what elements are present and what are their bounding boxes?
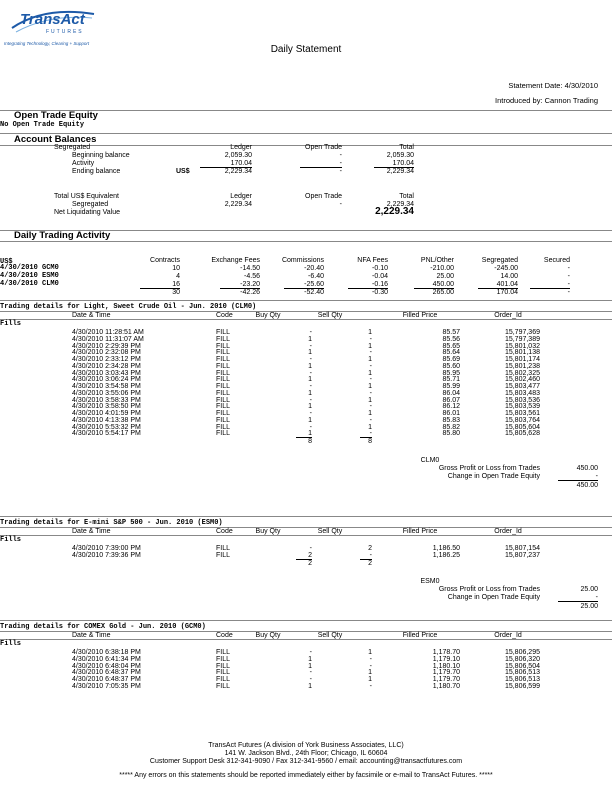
footer-line-4: ***** Any errors on this statements should be reported immediately either by facsimile or e-mail to TransAct Futures. ***** (119, 772, 493, 779)
detail-datetime: 4/30/2010 6:38:18 PM (72, 649, 141, 656)
detail-sell: 2 (368, 545, 372, 552)
detail-code: FILL (216, 396, 231, 404)
detail-buy: - (309, 383, 312, 390)
acct-row-label: Ending balance (72, 168, 121, 175)
detail-code: FILL (216, 342, 231, 350)
detail-datetime: 4/30/2010 2:33:12 PM (72, 356, 141, 363)
detail-datetime: 4/30/2010 4:13:38 PM (72, 416, 141, 424)
detail-order-id: 15,807,154 (504, 545, 540, 552)
acct-row-total: 170.04 (374, 160, 414, 168)
detail-sell: - (369, 362, 372, 370)
detail-datetime: 4/30/2010 2:34:28 PM (72, 362, 141, 370)
nlv-value: 2,229.34 (375, 206, 414, 217)
detail-sell: - (360, 430, 372, 438)
activity-cell: -6.40 (308, 273, 324, 280)
detail-datetime: 4/30/2010 11:28:51 AM (72, 329, 144, 336)
detail-sell: 1 (368, 649, 372, 656)
nlv-label: Net Liquidating Value (54, 209, 121, 216)
activity-col-header: Secured (543, 257, 570, 264)
detail-buy: 1 (308, 416, 312, 424)
divider (0, 620, 612, 621)
summary-change: - (558, 594, 598, 602)
activity-col-header: Commissions (281, 257, 324, 264)
summary-gross-label: Gross Profit or Loss from Trades (438, 465, 540, 472)
detail-code: FILL (216, 376, 231, 384)
detail-datetime: 4/30/2010 2:32:08 PM (72, 349, 141, 357)
detail-col-header: Date & Time (72, 312, 111, 319)
activity-cell: -210.00 (430, 265, 454, 272)
detail-price: 1,186.50 (432, 545, 460, 552)
acct-h-total: Total (399, 144, 414, 151)
detail-price: 85.69 (442, 356, 460, 363)
detail-sell: 1 (368, 423, 372, 431)
detail-buy: 1 (296, 430, 312, 438)
detail-sell: - (369, 416, 372, 424)
detail-datetime: 4/30/2010 3:58:33 PM (72, 396, 141, 404)
activity-cell: - (567, 265, 570, 272)
activity-row-name: 4/30/2010 ESM0 (0, 272, 59, 280)
detail-datetime: 4/30/2010 11:31:07 AM (72, 335, 144, 343)
detail-datetime: 4/30/2010 7:05:35 PM (72, 682, 141, 690)
detail-code: FILL (216, 369, 231, 377)
acct-row-open: - (339, 168, 342, 175)
detail-title: Trading details for Light, Sweet Crude Oil - Jun. 2010 (CLM0) (0, 303, 257, 311)
detail-col-header: Filled Price (402, 528, 438, 535)
open-trade-note: No Open Trade Equity (0, 121, 85, 129)
detail-sell: - (369, 662, 372, 670)
detail-order-id: 15,806,320 (504, 655, 540, 663)
detail-buy: 1 (308, 389, 312, 397)
detail-sell: 1 (368, 369, 372, 377)
detail-price: 1,179.70 (432, 669, 460, 677)
detail-datetime: 4/30/2010 6:48:37 PM (72, 669, 141, 677)
detail-price: 1,180.10 (432, 662, 460, 670)
detail-code: FILL (216, 416, 231, 424)
detail-price: 85.71 (442, 376, 460, 384)
activity-total-cell: 170.04 (496, 289, 518, 296)
detail-buy: 1 (308, 335, 312, 343)
activity-cell: -0.10 (372, 265, 388, 272)
acct-row-ledger: 2,059.30 (224, 152, 252, 159)
detail-buy-total: 2 (308, 559, 312, 567)
summary-change-label: Change in Open Trade Equity (447, 593, 540, 601)
divider (0, 516, 612, 517)
summary-change: - (558, 473, 598, 481)
activity-cell: 25.00 (436, 273, 454, 280)
detail-datetime: 4/30/2010 3:54:58 PM (72, 383, 141, 390)
footer-line-1: TransAct Futures (A division of York Business Associates, LLC) (208, 742, 404, 749)
detail-sell-total: 2 (368, 559, 372, 567)
summary-code: ESM0 (420, 577, 440, 585)
detail-buy: 1 (308, 403, 312, 411)
detail-buy: 1 (308, 662, 312, 670)
detail-buy: - (309, 342, 312, 350)
detail-buy: 1 (308, 376, 312, 384)
activity-total-cell: - (567, 289, 570, 296)
detail-price: 85.60 (442, 362, 460, 370)
equiv-open: - (339, 201, 342, 208)
detail-col-header: Date & Time (72, 632, 111, 639)
activity-cell: -25.60 (284, 281, 324, 289)
activity-cell: -23.20 (220, 281, 260, 289)
detail-code: FILL (216, 349, 231, 357)
divider (0, 300, 612, 301)
detail-price: 85.82 (442, 423, 460, 431)
activity-cell: 10 (172, 265, 180, 272)
detail-col-header: Sell Qty (317, 632, 343, 639)
detail-sell: 1 (368, 676, 372, 683)
activity-row-name: 4/30/2010 GCM0 (0, 264, 59, 272)
detail-buy: 1 (308, 349, 312, 357)
detail-price: 1,179.70 (432, 676, 460, 683)
detail-buy: - (309, 410, 312, 417)
activity-col-header: Segregated (481, 257, 518, 264)
detail-col-header: Date & Time (72, 528, 111, 535)
equiv-label: Total US$ Equivalent (54, 193, 119, 200)
detail-sell: - (369, 682, 372, 690)
detail-buy: 1 (308, 362, 312, 370)
acct-h-open-2: Open Trade (305, 193, 342, 200)
detail-sell-total: 8 (368, 438, 372, 445)
activity-cell: 4 (176, 273, 180, 280)
detail-price: 86.01 (442, 410, 460, 417)
detail-sell: - (360, 552, 372, 560)
activity-total-cell: -42.26 (240, 289, 260, 296)
detail-order-id: 15,806,504 (504, 662, 540, 670)
detail-sell: - (369, 376, 372, 384)
detail-price: 86.12 (442, 403, 460, 411)
divider (0, 535, 612, 536)
detail-sell: - (369, 403, 372, 411)
logo-tagline: Integrating Technology, Clearing + Support (4, 41, 90, 46)
detail-code: FILL (216, 649, 231, 656)
detail-col-header: Order_Id (494, 632, 522, 639)
summary-gross: 25.00 (580, 585, 598, 593)
detail-datetime: 4/30/2010 3:55:06 PM (72, 389, 141, 397)
detail-code: FILL (216, 430, 231, 438)
detail-order-id: 15,805,628 (504, 430, 540, 438)
detail-order-id: 15,803,539 (504, 403, 540, 411)
detail-code: FILL (216, 362, 231, 370)
detail-sell: - (369, 335, 372, 343)
detail-buy: - (309, 329, 312, 336)
activity-cell: -0.16 (348, 281, 388, 289)
detail-sell: 1 (368, 396, 372, 404)
activity-cell: 14.00 (500, 273, 518, 280)
acct-row-ledger: 170.04 (200, 160, 252, 168)
detail-order-id: 15,806,599 (504, 682, 540, 690)
detail-col-header: Buy Qty (255, 632, 281, 639)
activity-col-header: Exchange Fees (211, 257, 260, 264)
detail-order-id: 15,805,604 (504, 423, 540, 431)
detail-code: FILL (216, 655, 231, 663)
detail-code: FILL (216, 669, 231, 677)
detail-order-id: 15,803,477 (504, 383, 540, 390)
detail-order-id: 15,806,513 (504, 669, 540, 677)
detail-order-id: 15,801,032 (504, 342, 540, 350)
detail-price: 1,180.70 (432, 682, 460, 690)
detail-sell: 1 (368, 342, 372, 350)
activity-row-name: 4/30/2010 CLM0 (0, 280, 59, 288)
detail-price: 85.65 (442, 342, 460, 350)
detail-col-header: Code (216, 632, 233, 639)
detail-sell: 1 (368, 329, 372, 336)
detail-datetime: 4/30/2010 6:48:04 PM (72, 662, 141, 670)
detail-code: FILL (216, 662, 231, 670)
fills-label: Fills (0, 536, 22, 544)
detail-sell: 1 (368, 356, 372, 363)
detail-price: 86.04 (442, 389, 460, 397)
acct-row-label: Beginning balance (72, 152, 130, 159)
detail-price: 1,179.10 (432, 655, 460, 663)
detail-sell: 1 (368, 383, 372, 390)
detail-datetime: 4/30/2010 7:39:00 PM (72, 545, 141, 552)
activity-heading: Daily Trading Activity (14, 230, 111, 241)
detail-code: FILL (216, 383, 231, 390)
detail-order-id: 15,801,174 (504, 356, 540, 363)
activity-total-cell: 265.00 (432, 289, 454, 296)
footer-line-2: 141 W. Jackson Blvd., 24th Floor; Chicago, IL 60604 (224, 750, 388, 757)
acct-row-total: 2,229.34 (386, 168, 414, 175)
detail-datetime: 4/30/2010 7:39:36 PM (72, 551, 141, 559)
activity-cell: - (530, 281, 570, 289)
equiv-total: 2,229.34 (386, 201, 414, 208)
activity-cell: -245.00 (494, 265, 518, 272)
acct-row-currency: US$ (176, 168, 190, 175)
activity-total-cell: 30 (172, 289, 180, 296)
acct-row-ledger: 2,229.34 (224, 168, 252, 175)
detail-buy: - (309, 356, 312, 363)
detail-datetime: 4/30/2010 5:54:17 PM (72, 430, 141, 438)
detail-buy: - (309, 669, 312, 677)
detail-col-header: Sell Qty (317, 312, 343, 319)
acct-h-ledger: Ledger (230, 144, 252, 151)
detail-code: FILL (216, 403, 231, 411)
divider (0, 319, 612, 320)
detail-datetime: 4/30/2010 3:58:50 PM (72, 403, 141, 411)
detail-sell: - (369, 655, 372, 663)
detail-buy: - (309, 545, 312, 552)
activity-cell: 401.04 (478, 281, 518, 289)
detail-order-id: 15,797,389 (504, 335, 540, 343)
detail-datetime: 4/30/2010 6:41:34 PM (72, 655, 141, 663)
detail-buy: 1 (308, 682, 312, 690)
detail-sell: 1 (368, 410, 372, 417)
detail-col-header: Order_Id (494, 312, 522, 319)
detail-datetime: 4/30/2010 6:48:37 PM (72, 676, 141, 683)
detail-col-header: Buy Qty (255, 528, 281, 535)
detail-sell: 1 (368, 669, 372, 677)
detail-col-header: Filled Price (402, 312, 438, 319)
account-heading: Account Balances (14, 134, 97, 145)
detail-price: 86.07 (442, 396, 460, 404)
activity-total-cell: -0.30 (372, 289, 388, 296)
activity-cell: -0.04 (372, 273, 388, 280)
detail-buy: - (309, 649, 312, 656)
acct-row-total: 2,059.30 (386, 152, 414, 159)
equiv-ledger: 2,229.34 (224, 201, 252, 208)
activity-cell: -14.50 (240, 265, 260, 272)
detail-order-id: 15,802,325 (504, 369, 540, 377)
detail-code: FILL (216, 410, 231, 417)
activity-cell: 16 (140, 281, 180, 289)
detail-buy: 2 (296, 552, 312, 560)
detail-order-id: 15,803,764 (504, 416, 540, 424)
detail-price: 85.95 (442, 369, 460, 377)
activity-total-cell: -52.40 (304, 289, 324, 296)
logo-sub: FUTURES (46, 29, 84, 35)
detail-order-id: 15,807,237 (504, 551, 540, 559)
acct-row-open: - (339, 152, 342, 159)
detail-code: FILL (216, 551, 231, 559)
detail-col-header: Code (216, 312, 233, 319)
fills-label: Fills (0, 320, 22, 328)
detail-datetime: 4/30/2010 5:53:32 PM (72, 423, 141, 431)
acct-h-ledger-2: Ledger (230, 193, 252, 200)
detail-order-id: 15,803,483 (504, 389, 540, 397)
detail-col-header: Buy Qty (255, 312, 281, 319)
detail-price: 85.83 (442, 416, 460, 424)
detail-buy: 1 (308, 655, 312, 663)
detail-datetime: 4/30/2010 3:03:43 PM (72, 369, 141, 377)
detail-sell: - (369, 389, 372, 397)
fills-label: Fills (0, 640, 22, 648)
open-trade-heading: Open Trade Equity (14, 110, 98, 121)
detail-buy: - (309, 676, 312, 683)
detail-code: FILL (216, 389, 231, 397)
activity-col-header: PNL/Other (420, 257, 454, 264)
detail-code: FILL (216, 329, 231, 336)
detail-code: FILL (216, 356, 231, 363)
detail-price: 85.99 (442, 383, 460, 390)
detail-price: 85.64 (442, 349, 460, 357)
acct-h-open: Open Trade (305, 144, 342, 151)
detail-datetime: 4/30/2010 4:01:59 PM (72, 410, 141, 417)
detail-datetime: 4/30/2010 2:29:39 PM (72, 342, 141, 350)
detail-order-id: 15,806,513 (504, 676, 540, 683)
activity-cell: -20.40 (304, 265, 324, 272)
detail-datetime: 4/30/2010 3:06:24 PM (72, 376, 141, 384)
acct-segregated: Segregated (54, 144, 91, 151)
detail-col-header: Sell Qty (317, 528, 343, 535)
detail-order-id: 15,803,561 (504, 410, 540, 417)
detail-code: FILL (216, 676, 231, 683)
detail-code: FILL (216, 545, 231, 552)
detail-price: 85.80 (442, 430, 460, 438)
activity-cell: - (567, 273, 570, 280)
detail-buy-total: 8 (308, 438, 312, 445)
summary-gross-label: Gross Profit or Loss from Trades (438, 585, 540, 593)
summary-total: 25.00 (580, 602, 598, 610)
activity-currency: US$ (0, 258, 13, 266)
detail-order-id: 15,806,295 (504, 649, 540, 656)
acct-row-label: Activity (72, 160, 95, 167)
divider (0, 639, 612, 640)
activity-cell: -4.56 (244, 273, 260, 280)
detail-order-id: 15,801,238 (504, 362, 540, 370)
acct-row-open: - (300, 160, 342, 168)
footer-line-3: Customer Support Desk 312-341-9090 / Fax 312-341-9560 / email: accounting@transactfutures.com (149, 758, 463, 765)
detail-buy: - (309, 423, 312, 431)
detail-col-header: Order_Id (494, 528, 522, 535)
activity-cell: 450.00 (414, 281, 454, 289)
detail-sell: - (369, 349, 372, 357)
detail-price: 85.57 (442, 329, 460, 336)
acct-h-total-2: Total (399, 193, 414, 200)
detail-order-id: 15,803,536 (504, 396, 540, 404)
detail-order-id: 15,802,460 (504, 376, 540, 384)
statement-date: Statement Date: 4/30/2010 (508, 81, 598, 90)
detail-order-id: 15,801,138 (504, 349, 540, 357)
detail-col-header: Code (216, 528, 233, 535)
detail-price: 85.56 (442, 335, 460, 343)
introduced-by: Introduced by: Cannon Trading (495, 96, 598, 105)
summary-gross: 450.00 (576, 465, 598, 472)
detail-order-id: 15,797,369 (504, 329, 540, 336)
detail-price: 1,178.70 (432, 649, 460, 656)
summary-code: CLM0 (420, 457, 440, 464)
summary-total: 450.00 (576, 482, 598, 489)
detail-price: 1,186.25 (432, 551, 460, 559)
detail-title: Trading details for E-mini S&P 500 - Jun. 2010 (ESM0) (0, 519, 223, 527)
detail-title: Trading details for COMEX Gold - Jun. 2010 (GCM0) (0, 623, 206, 631)
page-title: Daily Statement (270, 44, 342, 55)
detail-code: FILL (216, 335, 231, 343)
detail-code: FILL (216, 423, 231, 431)
detail-code: FILL (216, 682, 231, 690)
company-logo (4, 6, 114, 50)
activity-col-header: Contracts (150, 257, 180, 264)
detail-buy: - (309, 396, 312, 404)
activity-col-header: NFA Fees (357, 257, 388, 264)
detail-col-header: Filled Price (402, 632, 438, 639)
equiv-seg-label: Segregated (72, 201, 109, 208)
detail-buy: - (309, 369, 312, 377)
logo-name: TransAct (20, 11, 85, 28)
summary-change-label: Change in Open Trade Equity (447, 473, 540, 480)
